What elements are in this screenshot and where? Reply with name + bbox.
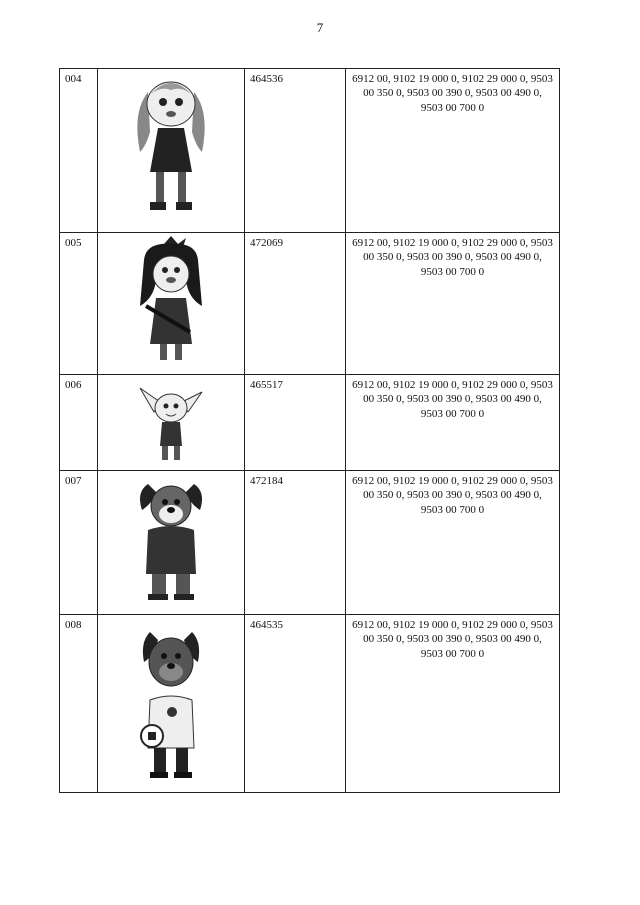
character-dog-hands-in-pockets-icon [126,474,216,608]
character-image-cell [98,615,245,793]
character-image-cell [98,69,245,233]
classification-codes: 6912 00, 9102 19 000 0, 9102 29 000 0, 9503 00 350 0, 9503 00 390 0, 9503 00 490 0, 9503 00 700 0 [346,471,560,615]
character-image-cell [98,375,245,471]
table-row [60,471,560,615]
table-row [60,233,560,375]
row-index: 004 [60,69,98,233]
classification-codes: 6912 00, 9102 19 000 0, 9102 29 000 0, 9503 00 350 0, 9503 00 390 0, 9503 00 490 0, 9503 00 700 0 [346,375,560,471]
registration-number: 465517 [245,375,346,471]
registration-number: 464535 [245,615,346,793]
row-index: 008 [60,615,98,793]
classification-codes: 6912 00, 9102 19 000 0, 9102 29 000 0, 9503 00 350 0, 9503 00 390 0, 9503 00 490 0, 9503 00 700 0 [346,69,560,233]
row-index: 005 [60,233,98,375]
character-image-cell [98,471,245,615]
row-index: 007 [60,471,98,615]
character-girl-long-ears-icon [126,72,216,222]
classification-codes: 6912 00, 9102 19 000 0, 9102 29 000 0, 9503 00 350 0, 9503 00 390 0, 9503 00 490 0, 9503 00 700 0 [346,615,560,793]
registration-number: 472184 [245,471,346,615]
table-row [60,615,560,793]
table-row [60,69,560,233]
table-row [60,375,560,471]
character-image-cell [98,233,245,375]
character-girl-dark-hair-icon [126,236,216,368]
registration-number: 472069 [245,233,346,375]
page-number: 7 [316,20,324,35]
character-dog-with-ball-icon [126,618,216,786]
registry-table [59,68,560,793]
classification-codes: 6912 00, 9102 19 000 0, 9102 29 000 0, 9503 00 350 0, 9503 00 390 0, 9503 00 490 0, 9503 00 700 0 [346,233,560,375]
character-small-big-ears-icon [126,378,216,466]
registration-number: 464536 [245,69,346,233]
row-index: 006 [60,375,98,471]
